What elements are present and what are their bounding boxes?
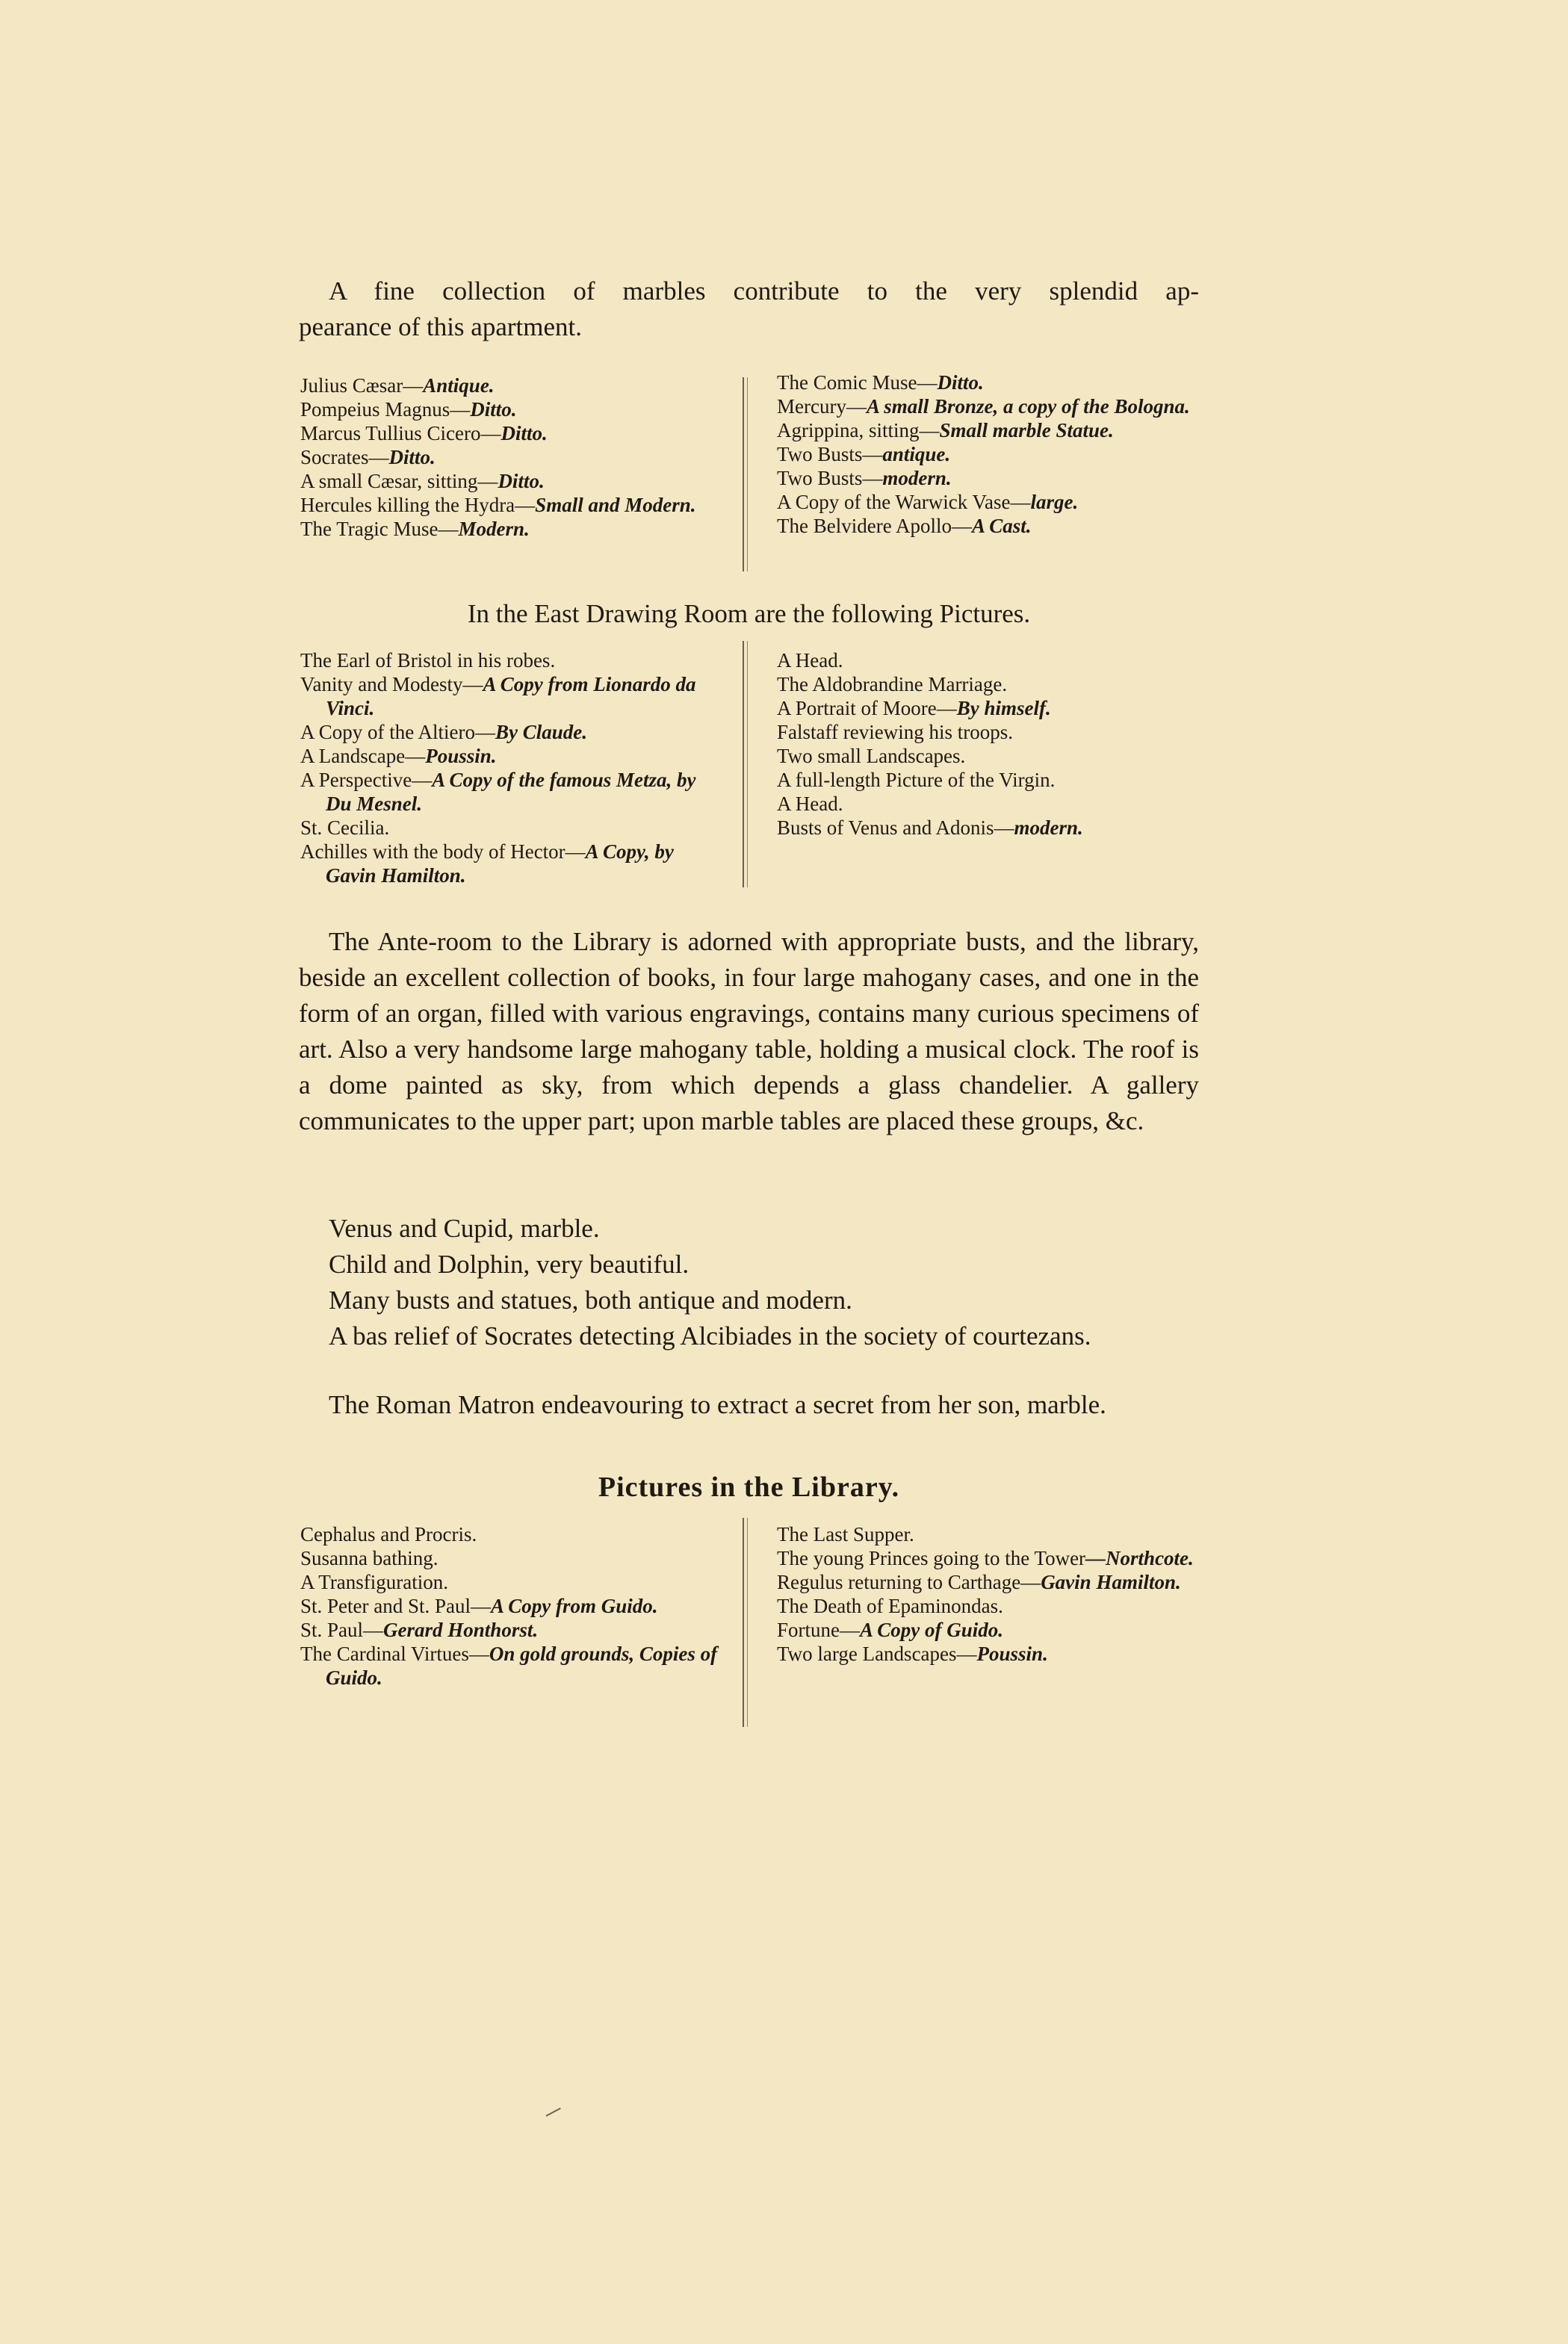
list-item: St. Cecilia. [300,816,390,839]
list-item: Falstaff reviewing his troops. [777,721,1013,743]
list-item: Pompeius Magnus—Ditto. [300,398,517,421]
east-pictures-right [777,648,1203,840]
library-item-5: The Roman Matron endeavouring to extract a secret from her son, marble. [329,1390,1106,1419]
list-item: A Transfiguration. [300,1571,449,1593]
list-item: Fortune—A Copy of Guido. [777,1619,1004,1641]
library-item-3: Many busts and statues, both antique and modern. [329,1286,852,1315]
list-item: Two Busts—antique. [777,443,951,465]
list-item: Two large Landscapes—Poussin. [777,1643,1048,1665]
list-item: The Cardinal Virtues—On gold grounds, Copies of Guido. [300,1643,718,1689]
intro-paragraph [299,273,1199,345]
list-item: St. Peter and St. Paul—A Copy from Guido. [300,1595,658,1617]
list-item: A Portrait of Moore—By himself. [777,697,1051,719]
list-item: Marcus Tullius Cicero—Ditto. [300,422,548,444]
list-item: The Comic Muse—Ditto. [777,371,984,394]
library-item-2: Child and Dolphin, very beautiful. [329,1250,690,1279]
list-item: Cephalus and Procris. [300,1523,477,1545]
intro-line-2: pearance of this apartment. [299,312,582,341]
list-item: The Tragic Muse—Modern. [300,518,530,540]
list-item: Julius Cæsar—Antique. [300,374,495,397]
list-item: Agrippina, sitting—Small marble Statue. [777,419,1114,441]
library-pictures-left [300,1522,726,1690]
list-item: St. Paul—Gerard Honthorst. [300,1619,539,1641]
list-item: The Last Supper. [777,1523,914,1545]
library-pictures-heading: Pictures in the Library. [598,1472,900,1503]
list-item: Hercules killing the Hydra—Small and Modern. [300,494,696,516]
list-item: The Belvidere Apollo—A Cast. [777,515,1032,537]
list-item: Achilles with the body of Hector—A Copy, by Gavin Hamilton. [300,840,674,887]
list-item: A Copy of the Warwick Vase—large. [777,491,1079,513]
library-paragraph: The Ante-room to the Library is adorned with appropriate busts, and the library, beside an excellent collection of books, in four large mahogany cases, and one in the form of an organ, filled with various engravings, contains many curious specimens of art. Also a very handsome large mahogany table, holding a musical clock. The roof is a dome painted as sky, from which depends a glass chandelier. A gallery communicates to the upper part; upon marble tables are placed these groups, &c. [299,927,1199,1135]
list-item: A Landscape—Poussin. [300,745,497,767]
list-item: A Perspective—A Copy of the famous Metza, by Du Mesnel. [300,769,696,815]
east-pictures-left [300,648,726,887]
list-item: The Aldobrandine Marriage. [777,673,1008,695]
list-item: Two small Landscapes. [777,745,966,767]
east-drawing-room-heading: In the East Drawing Room are the following Pictures. [467,599,1031,628]
column-divider [743,641,744,887]
list-item: Socrates—Ditto. [300,446,436,468]
column-divider [743,1518,744,1727]
list-item: Busts of Venus and Adonis—modern. [777,816,1083,839]
intro-line-1: A fine collection of marbles contribute to the very splendid ap- [329,276,1199,306]
column-divider [743,377,744,571]
list-item: A small Cæsar, sitting—Ditto. [300,470,545,492]
library-item-1: Venus and Cupid, marble. [329,1214,600,1243]
list-item: The Death of Epaminondas. [777,1595,1003,1617]
list-item: A Copy of the Altiero—By Claude. [300,721,587,743]
list-item: Susanna bathing. [300,1547,439,1569]
marbles-list-right [777,370,1203,538]
library-item-4: A bas relief of Socrates detecting Alcibiades in the society of courtezans. [329,1321,1091,1351]
marbles-list-left [300,373,726,541]
list-item: A Head. [777,649,843,672]
library-pictures-right [777,1522,1203,1666]
list-item: Mercury—A small Bronze, a copy of the Bologna. [777,395,1190,418]
list-item: Two Busts—modern. [777,467,952,489]
list-item: The young Princes going to the Tower—Northcote. [777,1547,1194,1569]
list-item: A full-length Picture of the Virgin. [777,769,1056,791]
pencil-mark [545,2108,564,2124]
list-item: Regulus returning to Carthage—Gavin Hamilton. [777,1571,1181,1593]
list-item: A Head. [777,793,843,815]
list-item: The Earl of Bristol in his robes. [300,649,556,672]
list-item: Vanity and Modesty—A Copy from Lionardo da Vinci. [300,673,696,719]
